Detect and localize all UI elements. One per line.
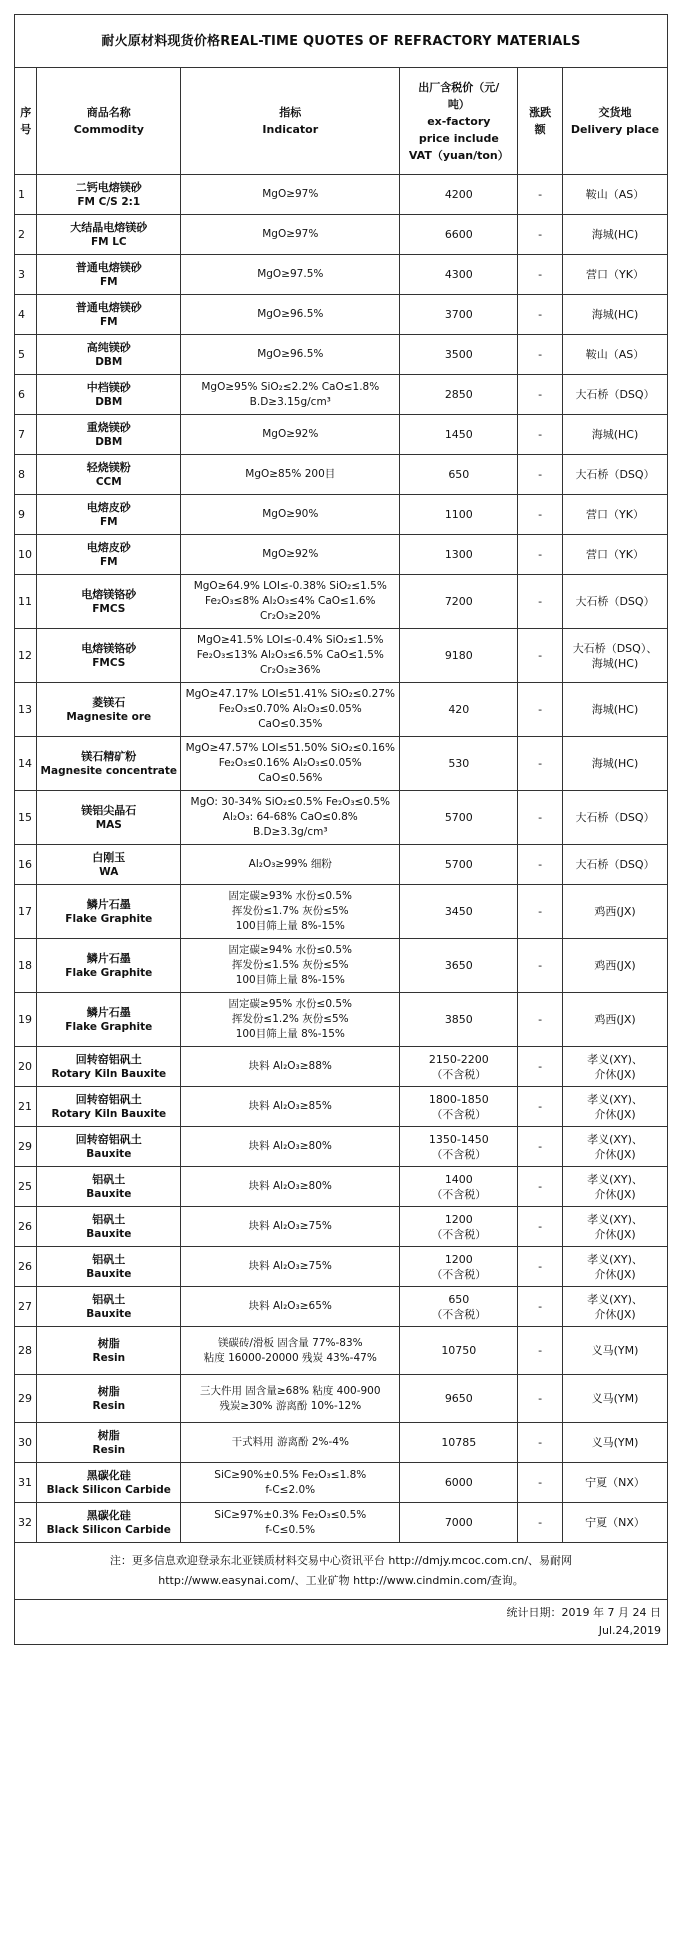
row-number: 17 bbox=[15, 885, 37, 939]
indicator-cell: MgO≥90% bbox=[181, 495, 400, 535]
change-cell: - bbox=[518, 455, 563, 495]
table-row bbox=[15, 1423, 668, 1463]
change-cell: - bbox=[518, 175, 563, 215]
change-cell: - bbox=[518, 683, 563, 737]
delivery-place-cell: 孝义(XY)、 介休(JX) bbox=[563, 1247, 668, 1287]
row-number: 7 bbox=[15, 415, 37, 455]
row-number: 10 bbox=[15, 535, 37, 575]
indicator-cell: 块料 Al₂O₃≥88% bbox=[181, 1047, 400, 1087]
commodity-cell: 铝矾土 Bauxite bbox=[37, 1207, 181, 1247]
change-cell: - bbox=[518, 1167, 563, 1207]
commodity-cell: 普通电熔镁砂 FM bbox=[37, 255, 181, 295]
table-row bbox=[15, 737, 668, 791]
commodity-cell: 铝矾土 Bauxite bbox=[37, 1167, 181, 1207]
delivery-place-cell: 海城(HC) bbox=[563, 295, 668, 335]
commodity-cell: 黑碳化硅 Black Silicon Carbide bbox=[37, 1463, 181, 1503]
row-number: 2 bbox=[15, 215, 37, 255]
indicator-cell: SiC≥97%±0.3% Fe₂O₃≤0.5% f-C≤0.5% bbox=[181, 1503, 400, 1543]
table-row bbox=[15, 1207, 668, 1247]
row-number: 29 bbox=[15, 1127, 37, 1167]
commodity-cell: 铝矾土 Bauxite bbox=[37, 1287, 181, 1327]
change-cell: - bbox=[518, 1047, 563, 1087]
table-row bbox=[15, 1087, 668, 1127]
commodity-cell: 电熔镁铬砂 FMCS bbox=[37, 629, 181, 683]
row-number: 15 bbox=[15, 791, 37, 845]
price-cell: 5700 bbox=[400, 791, 518, 845]
indicator-cell: 固定碳≥95% 水份≤0.5% 挥发份≤1.2% 灰份≤5% 100目筛上量 8%-15% bbox=[181, 993, 400, 1047]
change-cell: - bbox=[518, 335, 563, 375]
indicator-cell: MgO≥92% bbox=[181, 415, 400, 455]
change-cell: - bbox=[518, 1327, 563, 1375]
commodity-cell: 回转窑铝矾土 Rotary Kiln Bauxite bbox=[37, 1047, 181, 1087]
delivery-place-cell: 孝义(XY)、 介休(JX) bbox=[563, 1207, 668, 1247]
price-sheet bbox=[14, 14, 668, 1645]
price-cell: 530 bbox=[400, 737, 518, 791]
price-cell: 420 bbox=[400, 683, 518, 737]
change-cell: - bbox=[518, 993, 563, 1047]
price-cell: 6600 bbox=[400, 215, 518, 255]
row-number: 4 bbox=[15, 295, 37, 335]
indicator-cell: 固定碳≥93% 水份≤0.5% 挥发份≤1.7% 灰份≤5% 100目筛上量 8%-15% bbox=[181, 885, 400, 939]
price-cell: 3500 bbox=[400, 335, 518, 375]
indicator-cell: MgO: 30-34% SiO₂≤0.5% Fe₂O₃≤0.5% Al₂O₃: 64-68% CaO≤0.8% B.D≥3.3g/cm³ bbox=[181, 791, 400, 845]
indicator-cell: 块料 Al₂O₃≥80% bbox=[181, 1167, 400, 1207]
commodity-cell: 重烧镁砂 DBM bbox=[37, 415, 181, 455]
delivery-place-cell: 海城(HC) bbox=[563, 415, 668, 455]
price-cell: 1100 bbox=[400, 495, 518, 535]
row-number: 31 bbox=[15, 1463, 37, 1503]
delivery-place-cell: 义马(YM) bbox=[563, 1375, 668, 1423]
table-row bbox=[15, 1127, 668, 1167]
indicator-cell: 镁碳砖/滑板 固含量 77%-83% 粘度 16000-20000 残炭 43%-47% bbox=[181, 1327, 400, 1375]
table-row bbox=[15, 1287, 668, 1327]
delivery-place-cell: 大石桥（DSQ） bbox=[563, 791, 668, 845]
indicator-cell: MgO≥92% bbox=[181, 535, 400, 575]
delivery-place-cell: 义马(YM) bbox=[563, 1423, 668, 1463]
commodity-cell: 回转窑铝矾土 Bauxite bbox=[37, 1127, 181, 1167]
price-cell: 2150-2200 （不含税） bbox=[400, 1047, 518, 1087]
table-row bbox=[15, 535, 668, 575]
price-cell: 1300 bbox=[400, 535, 518, 575]
change-cell: - bbox=[518, 295, 563, 335]
indicator-cell: 固定碳≥94% 水份≤0.5% 挥发份≤1.5% 灰份≤5% 100目筛上量 8%-15% bbox=[181, 939, 400, 993]
delivery-place-cell: 孝义(XY)、 介休(JX) bbox=[563, 1047, 668, 1087]
delivery-place-cell: 宁夏（NX） bbox=[563, 1463, 668, 1503]
header-place: 交货地 Delivery place bbox=[563, 68, 668, 175]
commodity-cell: 回转窑铝矾土 Rotary Kiln Bauxite bbox=[37, 1087, 181, 1127]
change-cell: - bbox=[518, 1087, 563, 1127]
commodity-cell: 二钙电熔镁砂 FM C/S 2:1 bbox=[37, 175, 181, 215]
delivery-place-cell: 大石桥（DSQ） bbox=[563, 845, 668, 885]
table-row bbox=[15, 1463, 668, 1503]
delivery-place-cell: 鞍山（AS） bbox=[563, 175, 668, 215]
indicator-cell: SiC≥90%±0.5% Fe₂O₃≤1.8% f-C≤2.0% bbox=[181, 1463, 400, 1503]
table-row bbox=[15, 845, 668, 885]
delivery-place-cell: 鸡西(JX) bbox=[563, 993, 668, 1047]
row-number: 9 bbox=[15, 495, 37, 535]
delivery-place-cell: 营口（YK） bbox=[563, 255, 668, 295]
change-cell: - bbox=[518, 885, 563, 939]
delivery-place-cell: 海城(HC) bbox=[563, 737, 668, 791]
row-number: 12 bbox=[15, 629, 37, 683]
commodity-cell: 中档镁砂 DBM bbox=[37, 375, 181, 415]
change-cell: - bbox=[518, 737, 563, 791]
change-cell: - bbox=[518, 415, 563, 455]
price-cell: 1450 bbox=[400, 415, 518, 455]
table-row bbox=[15, 1503, 668, 1543]
row-number: 8 bbox=[15, 455, 37, 495]
change-cell: - bbox=[518, 1247, 563, 1287]
change-cell: - bbox=[518, 535, 563, 575]
indicator-cell: 块料 Al₂O₃≥80% bbox=[181, 1127, 400, 1167]
change-cell: - bbox=[518, 375, 563, 415]
table-row bbox=[15, 255, 668, 295]
table-row bbox=[15, 415, 668, 455]
commodity-cell: 鳞片石墨 Flake Graphite bbox=[37, 993, 181, 1047]
commodity-cell: 树脂 Resin bbox=[37, 1327, 181, 1375]
row-number: 3 bbox=[15, 255, 37, 295]
row-number: 26 bbox=[15, 1247, 37, 1287]
indicator-cell: 干式料用 游离酚 2%-4% bbox=[181, 1423, 400, 1463]
commodity-cell: 电熔皮砂 FM bbox=[37, 495, 181, 535]
change-cell: - bbox=[518, 939, 563, 993]
price-cell: 7000 bbox=[400, 1503, 518, 1543]
row-number: 11 bbox=[15, 575, 37, 629]
table-row bbox=[15, 335, 668, 375]
table-row bbox=[15, 629, 668, 683]
row-number: 19 bbox=[15, 993, 37, 1047]
change-cell: - bbox=[518, 1127, 563, 1167]
row-number: 32 bbox=[15, 1503, 37, 1543]
delivery-place-cell: 义马(YM) bbox=[563, 1327, 668, 1375]
indicator-cell: MgO≥47.17% LOI≤51.41% SiO₂≤0.27% Fe₂O₃≤0.70% Al₂O₃≤0.05% CaO≤0.35% bbox=[181, 683, 400, 737]
delivery-place-cell: 孝义(XY)、 介休(JX) bbox=[563, 1167, 668, 1207]
statistics-date: 统计日期：2019 年 7 月 24 日 Jul.24,2019 bbox=[15, 1600, 668, 1645]
table-row bbox=[15, 175, 668, 215]
row-number: 16 bbox=[15, 845, 37, 885]
indicator-cell: Al₂O₃≥99% 细粉 bbox=[181, 845, 400, 885]
price-cell: 9180 bbox=[400, 629, 518, 683]
delivery-place-cell: 宁夏（NX） bbox=[563, 1503, 668, 1543]
price-cell: 3850 bbox=[400, 993, 518, 1047]
header-commodity: 商品名称 Commodity bbox=[37, 68, 181, 175]
commodity-cell: 树脂 Resin bbox=[37, 1423, 181, 1463]
change-cell: - bbox=[518, 1463, 563, 1503]
change-cell: - bbox=[518, 845, 563, 885]
change-cell: - bbox=[518, 1423, 563, 1463]
delivery-place-cell: 营口（YK） bbox=[563, 535, 668, 575]
price-cell: 10750 bbox=[400, 1327, 518, 1375]
delivery-place-cell: 鞍山（AS） bbox=[563, 335, 668, 375]
change-cell: - bbox=[518, 1207, 563, 1247]
price-cell: 9650 bbox=[400, 1375, 518, 1423]
delivery-place-cell: 孝义(XY)、 介休(JX) bbox=[563, 1127, 668, 1167]
row-number: 20 bbox=[15, 1047, 37, 1087]
commodity-cell: 树脂 Resin bbox=[37, 1375, 181, 1423]
footnote: 注：更多信息欢迎登录东北亚镁质材料交易中心资讯平台 http://dmjy.mcoc.com.cn/、易耐网 http://www.easynai.com/、工业矿物 http://www.cindmin.com/查询。 bbox=[15, 1543, 668, 1600]
indicator-cell: MgO≥97% bbox=[181, 215, 400, 255]
row-number: 29 bbox=[15, 1375, 37, 1423]
commodity-cell: 铝矾土 Bauxite bbox=[37, 1247, 181, 1287]
row-number: 25 bbox=[15, 1167, 37, 1207]
price-cell: 1400 （不含税） bbox=[400, 1167, 518, 1207]
table-row bbox=[15, 939, 668, 993]
indicator-cell: MgO≥97% bbox=[181, 175, 400, 215]
price-cell: 1200 （不含税） bbox=[400, 1247, 518, 1287]
commodity-cell: 菱镁石 Magnesite ore bbox=[37, 683, 181, 737]
header-no: 序 号 bbox=[15, 68, 37, 175]
table-row bbox=[15, 993, 668, 1047]
delivery-place-cell: 海城(HC) bbox=[563, 683, 668, 737]
change-cell: - bbox=[518, 1287, 563, 1327]
price-cell: 6000 bbox=[400, 1463, 518, 1503]
commodity-cell: 高纯镁砂 DBM bbox=[37, 335, 181, 375]
price-cell: 650 bbox=[400, 455, 518, 495]
table-row bbox=[15, 791, 668, 845]
row-number: 18 bbox=[15, 939, 37, 993]
change-cell: - bbox=[518, 215, 563, 255]
row-number: 1 bbox=[15, 175, 37, 215]
commodity-cell: 轻烧镁粉 CCM bbox=[37, 455, 181, 495]
delivery-place-cell: 大石桥（DSQ）、 海城(HC) bbox=[563, 629, 668, 683]
commodity-cell: 鳞片石墨 Flake Graphite bbox=[37, 885, 181, 939]
header-change: 涨跌 额 bbox=[518, 68, 563, 175]
price-cell: 4200 bbox=[400, 175, 518, 215]
table-row bbox=[15, 1167, 668, 1207]
commodity-cell: 普通电熔镁砂 FM bbox=[37, 295, 181, 335]
indicator-cell: MgO≥96.5% bbox=[181, 335, 400, 375]
change-cell: - bbox=[518, 791, 563, 845]
indicator-cell: MgO≥41.5% LOI≤-0.4% SiO₂≤1.5% Fe₂O₃≤13% Al₂O₃≤6.5% CaO≤1.5% Cr₂O₃≥36% bbox=[181, 629, 400, 683]
header-row bbox=[15, 68, 668, 175]
commodity-cell: 镁铝尖晶石 MAS bbox=[37, 791, 181, 845]
row-number: 27 bbox=[15, 1287, 37, 1327]
row-number: 5 bbox=[15, 335, 37, 375]
row-number: 13 bbox=[15, 683, 37, 737]
price-table bbox=[14, 14, 668, 1645]
table-row bbox=[15, 455, 668, 495]
header-indicator: 指标 Indicator bbox=[181, 68, 400, 175]
commodity-cell: 白刚玉 WA bbox=[37, 845, 181, 885]
price-cell: 5700 bbox=[400, 845, 518, 885]
delivery-place-cell: 海城(HC) bbox=[563, 215, 668, 255]
commodity-cell: 鳞片石墨 Flake Graphite bbox=[37, 939, 181, 993]
delivery-place-cell: 大石桥（DSQ） bbox=[563, 575, 668, 629]
table-row bbox=[15, 295, 668, 335]
commodity-cell: 黑碳化硅 Black Silicon Carbide bbox=[37, 1503, 181, 1543]
indicator-cell: MgO≥96.5% bbox=[181, 295, 400, 335]
delivery-place-cell: 大石桥（DSQ） bbox=[563, 375, 668, 415]
indicator-cell: MgO≥95% SiO₂≤2.2% CaO≤1.8% B.D≥3.15g/cm³ bbox=[181, 375, 400, 415]
table-row bbox=[15, 1375, 668, 1423]
price-cell: 1350-1450 （不含税） bbox=[400, 1127, 518, 1167]
change-cell: - bbox=[518, 629, 563, 683]
indicator-cell: 三大件用 固含量≥68% 粘度 400-900 残炭≥30% 游离酚 10%-12% bbox=[181, 1375, 400, 1423]
indicator-cell: MgO≥64.9% LOI≤-0.38% SiO₂≤1.5% Fe₂O₃≤8% Al₂O₃≤4% CaO≤1.6% Cr₂O₃≥20% bbox=[181, 575, 400, 629]
indicator-cell: MgO≥47.57% LOI≤51.50% SiO₂≤0.16% Fe₂O₃≤0.16% Al₂O₃≤0.05% CaO≤0.56% bbox=[181, 737, 400, 791]
header-price: 出厂含税价（元/ 吨） ex-factory price include VAT（yuan/ton） bbox=[400, 68, 518, 175]
table-row bbox=[15, 1247, 668, 1287]
change-cell: - bbox=[518, 1375, 563, 1423]
table-row bbox=[15, 575, 668, 629]
row-number: 26 bbox=[15, 1207, 37, 1247]
row-number: 30 bbox=[15, 1423, 37, 1463]
price-cell: 4300 bbox=[400, 255, 518, 295]
table-title: 耐火原材料现货价格REAL-TIME QUOTES OF REFRACTORY MATERIALS bbox=[15, 15, 668, 68]
price-cell: 3450 bbox=[400, 885, 518, 939]
price-cell: 2850 bbox=[400, 375, 518, 415]
indicator-cell: MgO≥85% 200目 bbox=[181, 455, 400, 495]
table-row bbox=[15, 1047, 668, 1087]
indicator-cell: 块料 Al₂O₃≥75% bbox=[181, 1247, 400, 1287]
row-number: 28 bbox=[15, 1327, 37, 1375]
row-number: 21 bbox=[15, 1087, 37, 1127]
change-cell: - bbox=[518, 255, 563, 295]
table-row bbox=[15, 1327, 668, 1375]
indicator-cell: 块料 Al₂O₃≥85% bbox=[181, 1087, 400, 1127]
delivery-place-cell: 鸡西(JX) bbox=[563, 939, 668, 993]
price-cell: 1800-1850 （不含税） bbox=[400, 1087, 518, 1127]
price-cell: 7200 bbox=[400, 575, 518, 629]
delivery-place-cell: 鸡西(JX) bbox=[563, 885, 668, 939]
price-cell: 3700 bbox=[400, 295, 518, 335]
change-cell: - bbox=[518, 575, 563, 629]
indicator-cell: MgO≥97.5% bbox=[181, 255, 400, 295]
row-number: 14 bbox=[15, 737, 37, 791]
commodity-cell: 大结晶电熔镁砂 FM LC bbox=[37, 215, 181, 255]
price-cell: 650 （不含税） bbox=[400, 1287, 518, 1327]
price-cell: 1200 （不含税） bbox=[400, 1207, 518, 1247]
indicator-cell: 块料 Al₂O₃≥75% bbox=[181, 1207, 400, 1247]
commodity-cell: 镁石精矿粉 Magnesite concentrate bbox=[37, 737, 181, 791]
row-number: 6 bbox=[15, 375, 37, 415]
indicator-cell: 块料 Al₂O₃≥65% bbox=[181, 1287, 400, 1327]
table-row bbox=[15, 885, 668, 939]
commodity-cell: 电熔镁铬砂 FMCS bbox=[37, 575, 181, 629]
change-cell: - bbox=[518, 495, 563, 535]
table-row bbox=[15, 375, 668, 415]
table-row bbox=[15, 215, 668, 255]
delivery-place-cell: 大石桥（DSQ） bbox=[563, 455, 668, 495]
commodity-cell: 电熔皮砂 FM bbox=[37, 535, 181, 575]
delivery-place-cell: 孝义(XY)、 介休(JX) bbox=[563, 1287, 668, 1327]
delivery-place-cell: 营口（YK） bbox=[563, 495, 668, 535]
delivery-place-cell: 孝义(XY)、 介休(JX) bbox=[563, 1087, 668, 1127]
table-row bbox=[15, 495, 668, 535]
price-cell: 3650 bbox=[400, 939, 518, 993]
change-cell: - bbox=[518, 1503, 563, 1543]
price-cell: 10785 bbox=[400, 1423, 518, 1463]
table-row bbox=[15, 683, 668, 737]
